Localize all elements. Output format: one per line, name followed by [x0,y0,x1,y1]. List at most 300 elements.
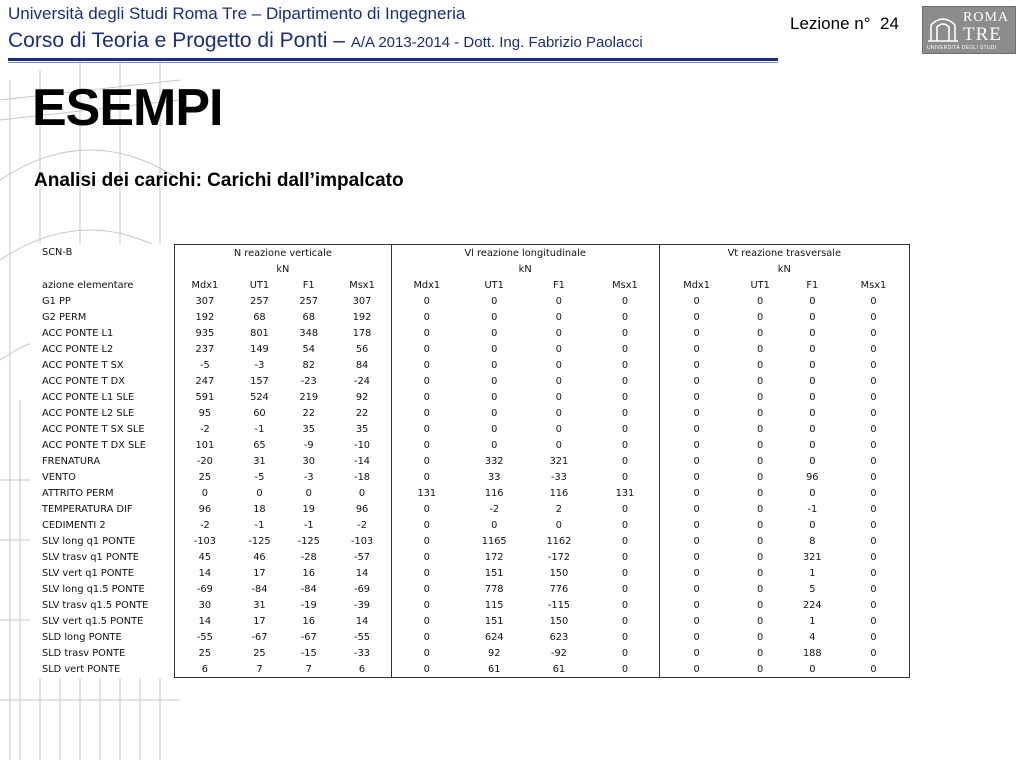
table-cell: 0 [809,407,816,419]
slide-subtitle: Analisi dei carichi: Carichi dall’impalcato [34,170,404,191]
table-cell: -57 [354,551,371,563]
table-cell: 0 [659,485,734,501]
table-cell: 0 [391,661,462,678]
table-cell: 68 [302,311,315,323]
table-cell: 0 [838,629,910,645]
table-cell: 0 [757,583,764,595]
table-cell: -103 [350,535,374,547]
table-cell: 14 [175,613,235,629]
table-cell: 0 [391,469,462,485]
table-cell: 31 [253,455,266,467]
table-cell: 54 [302,343,315,355]
table-row [30,405,910,421]
table-cell: 131 [391,485,462,501]
table-cell: 157 [250,375,269,387]
course-header [8,29,643,53]
table-cell: -18 [354,471,371,483]
unit-longitudinal: kN [391,261,659,277]
row-label: SLV trasv q1.5 PONTE [42,599,149,611]
row-label: SLV vert q1.5 PONTE [42,615,144,627]
row-label: SLV trasv q1 PONTE [42,551,139,563]
table-cell: -5 [254,471,265,483]
header-rule-thin [8,62,778,63]
row-label: ATTRITO PERM [42,487,114,499]
table-cell: -23 [300,375,317,387]
table-cell: 0 [621,343,629,355]
table-cell: 0 [659,629,734,645]
table-cell: 0 [391,373,462,389]
table-cell: 0 [838,661,910,678]
table-cell: -1 [254,423,265,435]
table-cell: -2 [175,421,235,437]
row-label: ACC PONTE L1 [42,327,114,339]
table-cell: -33 [550,471,567,483]
table-cell: 6 [175,661,235,678]
table-cell: 0 [391,517,462,533]
table-cell: -172 [547,551,571,563]
row-label: SLD trasv PONTE [42,647,126,659]
table-cell: 801 [250,327,269,339]
table-cell: 0 [491,295,498,307]
table-cell: 6 [333,661,391,678]
table-cell: -2 [489,503,500,515]
table-cell: 0 [659,581,734,597]
col-header: UT1 [750,279,770,291]
table-cell: -103 [175,533,235,549]
table-cell: 307 [352,295,372,307]
table-cell: 0 [555,295,563,307]
table-cell: 0 [659,501,734,517]
table-cell: 1165 [481,535,507,547]
table-cell: -33 [354,647,371,659]
col-header: Mdx1 [175,277,235,293]
table-cell: 0 [555,407,563,419]
row-label: SLV vert q1 PONTE [42,567,134,579]
table-cell: 116 [484,487,504,499]
table-cell: 0 [809,423,816,435]
table-cell: 0 [659,517,734,533]
row-label: VENTO [42,471,76,483]
table-cell: -9 [303,439,314,451]
logo-line-2: TRE [963,24,1002,45]
table-cell: 0 [809,295,816,307]
table-cell: -69 [175,581,235,597]
table-cell: 0 [809,311,816,323]
table-row [30,533,910,549]
table-cell: -5 [175,357,235,373]
table-cell: 7 [284,661,333,678]
table-cell: 321 [549,455,569,467]
table-cell: 591 [175,389,235,405]
table-cell: 0 [659,309,734,325]
table-cell: 131 [615,487,635,499]
table-cell: 22 [302,407,315,419]
table-cell: 0 [591,661,659,678]
table-cell: 0 [621,503,629,515]
table-cell: 348 [299,327,319,339]
table-cell: -55 [354,631,371,643]
table-cell: 0 [391,389,462,405]
table-cell: 96 [175,501,235,517]
table-cell: 0 [621,455,629,467]
table-cell: 0 [757,343,764,355]
table-cell: 332 [484,455,504,467]
table-cell: -2 [357,519,367,531]
table-row [30,469,910,485]
table-cell: 0 [621,535,629,547]
table-row [30,517,910,533]
table-cell: 0 [659,357,734,373]
table-cell: 16 [302,567,315,579]
table-cell: 0 [809,439,816,451]
group-header-vertical: N reazione verticale [175,245,392,262]
table-cell: 0 [555,375,563,387]
table-cell: -92 [550,647,567,659]
table-row [30,661,910,678]
table-cell: 0 [555,519,563,531]
table-cell: 0 [659,437,734,453]
table-cell: 0 [838,581,910,597]
table-cell: -115 [547,599,571,611]
table-row [30,485,910,501]
table-cell: 178 [352,327,372,339]
table-cell: 0 [391,421,462,437]
table-cell: 14 [175,565,235,581]
lesson-label: Lezione n° [790,14,871,33]
table-cell: -1 [303,519,314,531]
table-cell: 776 [549,583,569,595]
table-cell: 4 [809,631,816,643]
table-cell: 17 [253,615,266,627]
table-cell: -39 [354,599,371,611]
table-cell: 0 [391,309,462,325]
table-cell: 25 [175,469,235,485]
table-cell: -28 [300,551,317,563]
table-cell: 2 [555,503,563,515]
table-body [30,293,910,678]
table-cell: 45 [175,549,235,565]
table-cell: -1 [807,503,818,515]
table-cell: 0 [757,455,764,467]
table-cell: 0 [838,597,910,613]
table-cell: 0 [659,453,734,469]
table-cell: 0 [757,295,764,307]
table-cell: 188 [802,647,822,659]
table-cell: 623 [549,631,569,643]
table-cell: 0 [555,311,563,323]
table-cell: 0 [621,407,629,419]
table-cell: 0 [491,359,498,371]
table-cell: 0 [757,535,764,547]
table-cell: 0 [491,391,498,403]
table-row [30,309,910,325]
table-row [30,357,910,373]
table-cell: 16 [302,615,315,627]
table-cell: 0 [757,615,764,627]
table-cell: 0 [555,423,563,435]
table-cell: 0 [621,359,629,371]
table-cell: 0 [256,487,263,499]
table-cell: 151 [484,567,504,579]
academic-year: A/A 2013-2014 [350,34,451,51]
table-cell: -1 [254,519,265,531]
table-cell: 0 [838,373,910,389]
table-cell: 60 [253,407,266,419]
table-cell: 0 [391,629,462,645]
unit-transversal: kN [659,261,909,277]
table-cell: 935 [175,325,235,341]
table-cell: 0 [757,599,764,611]
table-cell: 68 [253,311,266,323]
table-cell: 96 [355,503,369,515]
loads-table-container [30,244,910,678]
col-header: Mdx1 [391,277,462,293]
table-cell: 0 [621,327,629,339]
table-cell: -125 [248,535,271,547]
table-cell: 30 [302,455,315,467]
table-cell: 96 [806,471,819,483]
row-label: ACC PONTE T SX SLE [42,423,145,435]
table-cell: 92 [355,391,369,403]
table-cell: 0 [391,597,462,613]
table-cell: -20 [175,453,235,469]
table-cell: 0 [659,565,734,581]
table-cell: 0 [659,325,734,341]
table-cell: 116 [549,487,569,499]
row-label: G2 PERM [42,311,87,323]
table-cell: 219 [299,391,319,403]
table-row [30,613,910,629]
table-cell: 0 [175,485,235,501]
group-header-transversal: Vt reazione trasversale [659,245,909,262]
table-cell: 0 [621,647,629,659]
table-cell: 95 [175,405,235,421]
table-row [30,341,910,357]
table-cell: 0 [621,519,629,531]
table-cell: 0 [491,423,498,435]
table-cell: 0 [621,471,629,483]
table-cell: 0 [838,309,910,325]
table-cell: 14 [355,567,369,579]
table-cell: 0 [757,471,764,483]
table-cell: 0 [838,613,910,629]
table-row [30,421,910,437]
table-cell: 0 [838,517,910,533]
table-cell: 0 [809,327,816,339]
table-cell: -24 [354,375,371,387]
slide-title: ESEMPI [32,79,223,137]
row-label: SLD vert PONTE [42,663,121,675]
table-cell: 0 [621,599,629,611]
table-cell: 0 [391,293,462,309]
table-cell: 0 [659,613,734,629]
table-cell: 0 [491,343,498,355]
table-cell: 224 [802,599,822,611]
table-cell: -3 [303,471,314,483]
table-cell: 0 [734,661,787,678]
table-cell: 0 [757,423,764,435]
table-row [30,629,910,645]
table-cell: 0 [621,551,629,563]
table-cell: 247 [175,373,235,389]
logo-line-3: UNIVERSITÀ DEGLI STUDI [927,45,997,51]
table-cell: 0 [305,487,312,499]
table-cell: 0 [391,453,462,469]
table-cell: 0 [391,549,462,565]
table-cell: 14 [355,615,369,627]
table-cell: 0 [838,501,910,517]
row-label: ACC PONTE T DX [42,375,125,387]
table-cell: 25 [175,645,235,661]
table-row [30,501,910,517]
table-cell: 0 [555,343,563,355]
table-cell: 33 [487,471,501,483]
table-cell: 0 [757,391,764,403]
table-cell: 150 [549,567,569,579]
col-header: UT1 [249,279,270,291]
table-cell: 8 [809,535,816,547]
table-cell: 0 [391,501,462,517]
col-header: UT1 [484,279,504,291]
table-cell: -19 [300,599,317,611]
table-cell: 56 [355,343,369,355]
table-cell: 7 [235,661,284,678]
col-header: F1 [552,279,565,291]
loads-table [30,244,910,678]
table-cell: 0 [621,567,629,579]
col-header: F1 [806,279,819,291]
row-label: SLV long q1.5 PONTE [42,583,145,595]
table-cell: 22 [355,407,369,419]
lesson-indicator [790,14,899,34]
table-cell: 0 [391,613,462,629]
table-row [30,549,910,565]
table-cell: 84 [355,359,369,371]
row-label: ACC PONTE L1 SLE [42,391,135,403]
table-row [30,293,910,309]
table-cell: 524 [250,391,269,403]
row-label: SLD long PONTE [42,631,122,643]
table-cell: 0 [621,583,629,595]
table-cell: 0 [838,421,910,437]
row-label: G1 PP [42,295,71,307]
table-cell: -69 [354,583,371,595]
table-cell: 0 [659,389,734,405]
table-cell: 35 [302,423,315,435]
col-header: Msx1 [612,279,638,291]
table-cell: 0 [809,487,816,499]
table-cell: 61 [527,661,592,678]
row-label: ACC PONTE T DX SLE [42,439,146,451]
table-row [30,597,910,613]
row-header: azione elementare [42,279,134,291]
table-cell: 0 [391,645,462,661]
scenario-label: SCN-B [42,247,73,259]
unit-vertical: kN [175,261,392,277]
table-cell: -84 [300,583,317,595]
table-cell: 0 [621,311,629,323]
table-cell: 0 [555,327,563,339]
table-row [30,325,910,341]
table-cell: -15 [300,647,317,659]
table-cell: 61 [462,661,527,678]
table-cell: 151 [484,615,504,627]
table-cell: 0 [757,311,764,323]
table-cell: 18 [253,503,266,515]
table-row [30,645,910,661]
table-cell: 0 [838,645,910,661]
table-cell: 0 [659,293,734,309]
table-cell: 0 [838,453,910,469]
table-cell: 31 [253,599,266,611]
table-cell: 0 [491,439,498,451]
table-cell: 0 [838,325,910,341]
table-cell: 0 [358,487,366,499]
row-label: FRENATURA [42,455,101,467]
col-header: F1 [302,279,315,291]
table-cell: 0 [757,327,764,339]
table-cell: 307 [175,293,235,309]
table-cell: 0 [838,565,910,581]
table-cell: 0 [838,341,910,357]
table-cell: 0 [491,327,498,339]
table-cell: 82 [302,359,315,371]
table-cell: 0 [659,645,734,661]
row-label: CEDIMENTI 2 [42,519,106,531]
header-rule [8,58,778,61]
table-cell: 0 [621,631,629,643]
table-cell: 624 [484,631,504,643]
teacher-name: - Dott. Ing. Fabrizio Paolacci [450,34,643,51]
table-cell: 321 [802,551,822,563]
table-cell: 0 [391,325,462,341]
table-cell: -10 [354,439,371,451]
table-cell: 1 [809,567,816,579]
table-cell: 149 [250,343,269,355]
table-cell: 0 [659,469,734,485]
table-cell: 25 [253,647,266,659]
table-cell: 0 [391,405,462,421]
table-cell: 1162 [546,535,572,547]
table-cell: 0 [838,437,910,453]
table-cell: 0 [809,455,816,467]
table-cell: 0 [391,341,462,357]
table-row [30,453,910,469]
table-cell: 19 [302,503,315,515]
row-label: ACC PONTE L2 [42,343,114,355]
table-cell: 0 [659,661,734,678]
table-cell: 257 [250,295,269,307]
table-cell: 0 [757,375,764,387]
university-logo [922,6,1016,54]
table-cell: 0 [391,581,462,597]
table-cell: 0 [659,341,734,357]
group-header-longitudinal: Vl reazione longitudinale [391,245,659,262]
table-cell: 0 [659,549,734,565]
table-cell: 0 [391,437,462,453]
table-cell: 237 [175,341,235,357]
table-cell: 0 [621,615,629,627]
table-cell: 0 [659,421,734,437]
table-cell: 0 [838,405,910,421]
table-cell: 0 [621,391,629,403]
table-cell: 0 [757,439,764,451]
table-cell: -14 [354,455,371,467]
table-cell: 65 [253,439,266,451]
table-cell: 0 [809,343,816,355]
table-cell: 0 [838,293,910,309]
table-cell: 101 [175,437,235,453]
